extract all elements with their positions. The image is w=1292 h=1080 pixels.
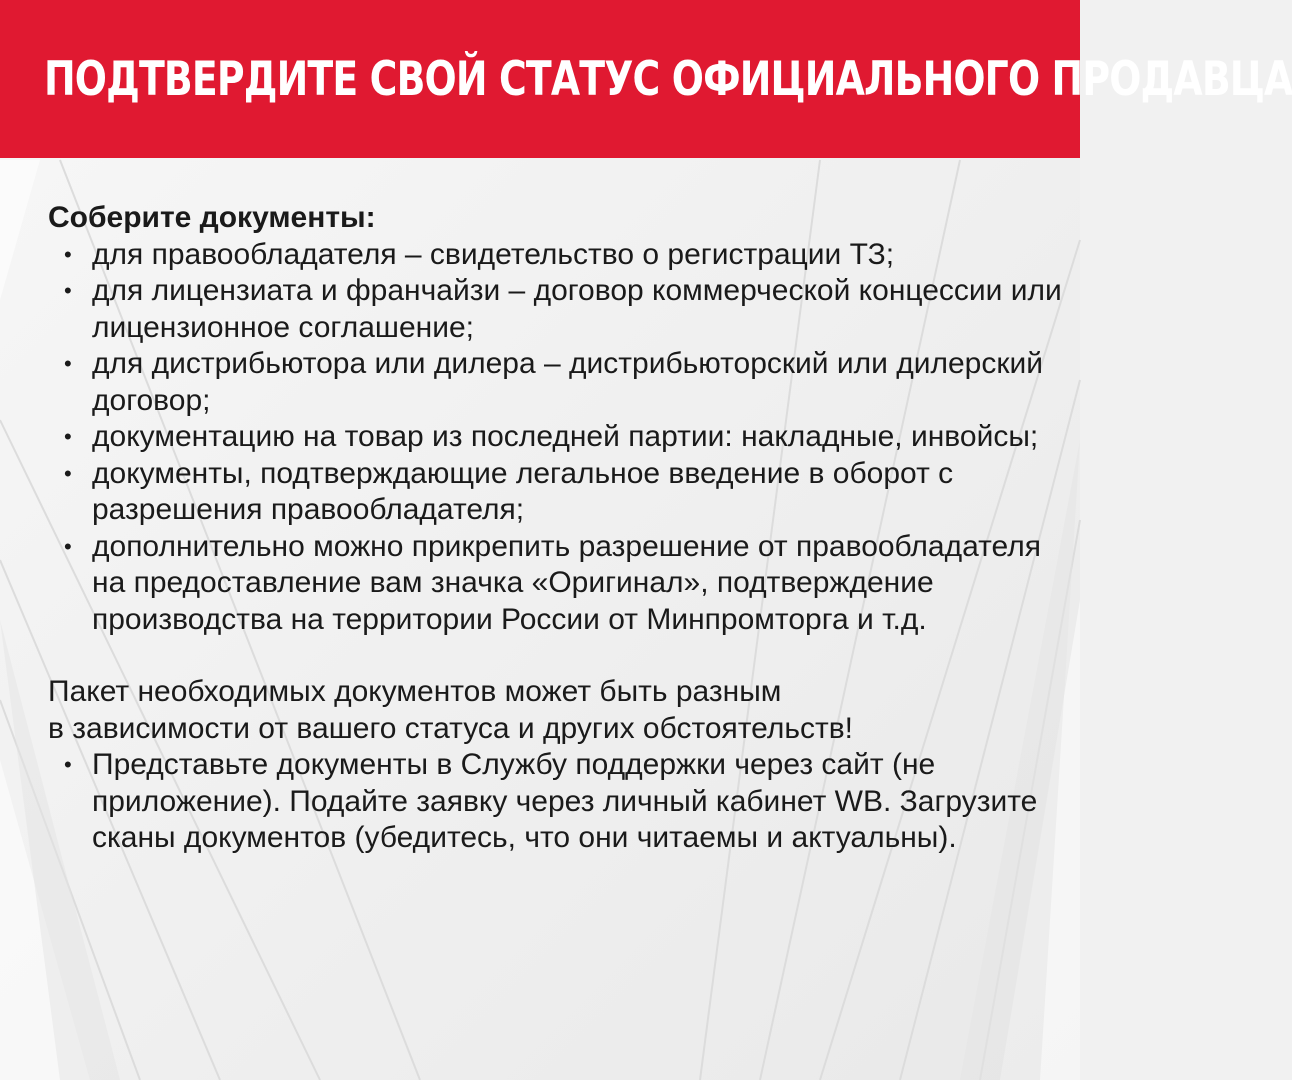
actions-list [48, 747, 1064, 857]
list-item [48, 456, 1064, 529]
bullet-icon: • [64, 424, 72, 449]
bullet-icon: • [64, 533, 72, 559]
bullet-icon: • [64, 752, 72, 777]
documents-heading: Соберите документы: [48, 201, 376, 234]
note-paragraph [48, 674, 1064, 747]
list-item-text: для лицензиата и франчайзи – договор коммерческой концессии или лицензионное соглашение; [92, 274, 1062, 344]
bullet-icon: • [64, 278, 72, 303]
header-banner [0, 0, 1292, 158]
list-item-text: Представьте документы в Службу поддержки через сайт (не приложение). Подайте заявку через личный кабинет WB. Загрузите сканы документов (убедитесь, что они читаемы и актуальны). [92, 748, 1038, 854]
list-item-text: для дистрибьютора или дилера – дистрибьюторский или дилерский договор; [92, 347, 1043, 417]
list-item [48, 273, 1064, 346]
content [48, 200, 1064, 857]
list-item [48, 346, 1064, 419]
list-item-text: документы, подтверждающие легальное введение в оборот с разрешения правообладателя; [92, 456, 954, 526]
list-item [48, 529, 1064, 639]
list-item [48, 237, 1064, 274]
list-item-text: для правообладателя – свидетельство о регистрации ТЗ; [92, 237, 895, 271]
list-item [48, 419, 1064, 456]
bullet-icon: • [64, 460, 72, 486]
page-title: ПОДТВЕРДИТЕ СВОЙ СТАТУС ОФИЦИАЛЬНОГО ПРОДАВЦА [44, 51, 1292, 107]
bullet-icon: • [64, 351, 72, 376]
bullet-icon: • [64, 241, 72, 267]
documents-list [48, 237, 1064, 639]
list-item-text: документацию на товар из последней партии: накладные, инвойсы; [92, 420, 1039, 453]
list-item [48, 747, 1064, 857]
list-item-text: дополнительно можно прикрепить разрешение от правообладателя на предоставление вам значка «Оригинал», подтверждение производства на территории России от Минпромторга и т.д. [92, 529, 1041, 636]
note-line-1: Пакет необходимых документов может быть разным [48, 675, 782, 708]
note-line-2: в зависимости от вашего статуса и других обстоятельств! [48, 711, 854, 745]
